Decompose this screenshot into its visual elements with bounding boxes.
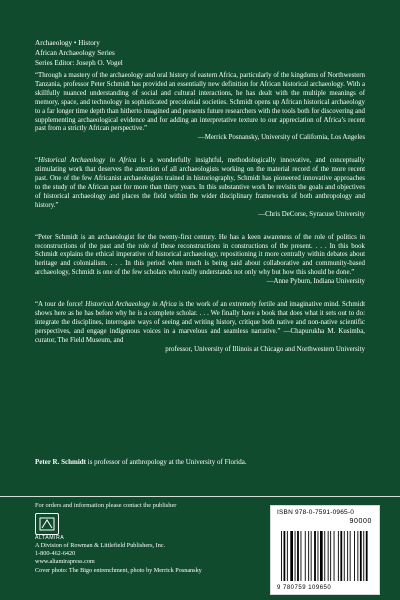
author-bio-text: is professor of anthropology at the University of Florida.	[86, 458, 247, 466]
barcode-bar	[281, 531, 282, 581]
book-title-italic: Historical Archaeology in Africa	[85, 301, 177, 309]
barcode-bar	[330, 531, 331, 581]
barcode-bar	[311, 531, 312, 581]
barcode-bar	[324, 531, 325, 581]
barcode-bar	[297, 531, 299, 581]
barcode-bar	[366, 531, 368, 581]
publisher-division: A Division of Rowman & Littlefield Publishers, Inc.	[35, 542, 166, 549]
blurb-text: is the work of an extremely fertile and imaginative mind. Schmidt shows here as he has before why he is a complete scholar. . . . We finally have a book that does what it sets out to do: integrate the disciplines, interrogate ways of seeing and writing history, critique both native and non-native scientific perspectives, and engage indigenous voices in a marvelous and seamless narrative.” —Chapurukha M. Kusimba, curator, The Field Museum, and	[35, 301, 365, 344]
blurb-text: is a wonderfully insightful, methodologically innovative, and conceptually stimulating work that deserves the attention of all archaeologists working on the material record of the more recent past. One of the few Africanist archaeologists trained in historiography, Schmidt has pioneered innovative approaches to the study of the African past for more than thirty years. In this substantive work he revisits the goals and objectives of historical archaeology and places the field within the wider disciplinary frameworks of both anthropology and history.”	[35, 157, 365, 209]
book-title-italic: Historical Archaeology in Africa	[38, 157, 137, 165]
price-code: 90000	[349, 518, 372, 525]
logo-mark-icon	[39, 517, 55, 531]
barcode-bar	[305, 531, 306, 581]
author-name: Peter R. Schmidt	[35, 458, 86, 466]
blurb-pyburn	[35, 234, 365, 287]
orders-note	[35, 502, 255, 510]
publisher-phone: 1-800-462-6420	[35, 550, 76, 558]
blurb-attribution: professor, University of Illinois at Chicago and Northwestern University	[165, 345, 365, 353]
barcode-bar	[320, 531, 323, 581]
barcode-bar	[357, 531, 358, 581]
blurbs-section	[35, 72, 365, 368]
series-name: African Archaeology Series	[35, 49, 115, 57]
barcode-bar	[340, 531, 342, 581]
divider-line	[0, 496, 400, 497]
series-editor: Series Editor: Joseph O. Vogel	[35, 59, 123, 67]
blurb-text: “Peter Schmidt is an archaeologist for the twenty-first century. He has a keen awareness of the role of politics in reconstructions of the past and the role of these reconstructions in constructions of the present. . . . In this book Schmidt explains the ethical imperative of historical archaeology, repositioning it more centrally within debates about heritage and colonialism. . . . In this period when much is being said about collaborative and community-based archaeology, Schmidt is one of the few scholars who really understands not only why but how this should be done.”	[35, 233, 365, 277]
barcode-bar	[334, 531, 335, 581]
barcode-bar	[363, 531, 364, 581]
barcode-bar	[301, 531, 302, 581]
barcode-bar	[344, 531, 345, 581]
barcode-bar	[287, 531, 288, 581]
blurb-posnansky	[35, 72, 365, 143]
barcode-bar	[314, 531, 316, 581]
publisher-website: www.altamirapress.com	[35, 558, 95, 566]
barcode-bar	[350, 531, 351, 581]
barcode-bar	[284, 531, 286, 581]
barcode-digits: 9 780759 109650	[277, 585, 332, 591]
barcode-bar	[308, 531, 309, 581]
barcode-bar	[347, 531, 348, 581]
blurb-attribution: —Merrick Posnansky, University of California, Los Angeles	[197, 134, 365, 142]
barcode-bar	[328, 531, 329, 581]
barcode-bar	[318, 531, 319, 581]
publisher-logo-icon	[35, 513, 59, 535]
blurb-pretext: “A tour de force!	[35, 301, 86, 309]
category-line: Archaeology • History	[35, 39, 100, 47]
series-header	[35, 38, 123, 68]
blurb-attribution: —Chris DeCorse, Syracuse University	[258, 210, 365, 218]
barcode-bar	[338, 531, 339, 581]
barcode-icon	[271, 506, 379, 594]
publisher-info	[35, 542, 265, 575]
cover-photo-credit: Cover photo: The Bigo entrenchment, photo by Merrick Posnansky	[35, 566, 202, 574]
blurb-kusimba	[35, 301, 365, 354]
orders-text: For orders and information please contact the publisher	[35, 502, 177, 509]
isbn-text: ISBN 978-0-7591-0965-0	[277, 509, 355, 516]
blurb-attribution: —Anne Pyburn, Indiana University	[266, 278, 365, 286]
barcode-bar	[295, 531, 296, 581]
barcode-bar	[360, 531, 362, 581]
publisher-logo-text: ALTAMIRA	[35, 535, 65, 541]
author-bio	[35, 458, 365, 467]
barcode-bar	[290, 531, 293, 581]
blurb-open-quote: “	[35, 157, 39, 165]
blurb-text: “Through a mastery of the archaeology and oral history of eastern Africa, particularly of the kingdoms of Northwestern Tanzania, professor Peter Schmidt has provided an essentially new definition for African historical archaeology. With a skillfully nuanced understanding of social and cultural interactions, he has dealt with the multiple meanings of memory, space, and technology in sophisticated precolonial societies. Schmidt opens up African historical archaeology to a far longer time depth than hitherto imagined and presents future researchers with the tools both for discovering and supplementing archaeological evidence and for adding an interpretative texture to our appreciation of Africa’s recent past from a strictly African perspective.”	[35, 72, 365, 133]
barcode-bar	[354, 531, 355, 581]
barcode-label	[270, 505, 380, 595]
blurb-decorse	[35, 157, 365, 219]
